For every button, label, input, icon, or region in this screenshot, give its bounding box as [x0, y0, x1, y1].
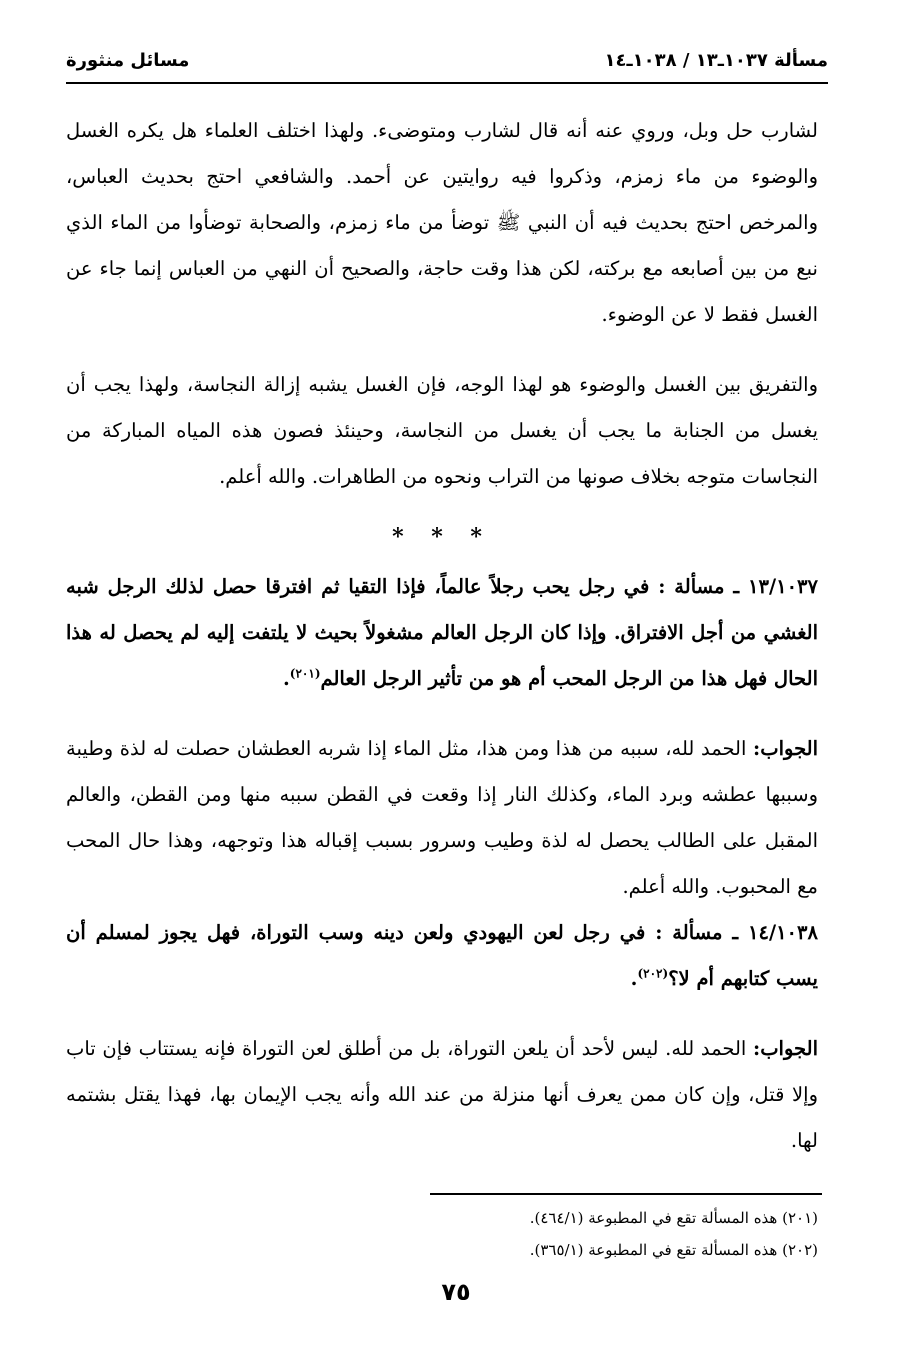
paragraph-gap — [66, 1002, 818, 1026]
question-2-text: في رجل لعن اليهودي ولعن دينه وسب التوراة، فهل يجوز لمسلم أن يسب كتابهم أم لا؟ — [66, 921, 818, 990]
question-1-label: ١٣/١٠٣٧ ـ مسألة : — [658, 575, 818, 598]
header-rule — [66, 82, 828, 84]
footnote-ref-202[interactable]: (٢٠٢) — [637, 966, 669, 981]
paragraph-1: لشارب حل وبل، وروي عنه أنه قال لشارب ومتوضىء. ولهذا اختلف العلماء هل يكره الغسل والوضوء من ماء زمزم، وذكروا فيه روايتين عن أحمد. والشافعي احتج بحديث العباس، والمرخص احتج بحديث فيه أن النبي ﷺ توضأ من ماء زمزم، والصحابة توضأوا من الماء الذي نبع من بين أصابعه مع بركته، لكن هذا وقت حاجة، والصحيح أن النهي من العباس إنما جاء عن الغسل فقط لا عن الوضوء. — [66, 119, 818, 326]
section-separator: * * * — [392, 524, 492, 550]
paragraph-gap — [66, 702, 818, 726]
question-1-text: في رجل يحب رجلاً عالماً، فإذا التقيا ثم افترقا حصل لذلك الرجل شبه الغشي من أجل الافتراق. وإذا كان الرجل العالم مشغولاً بحيث لا يلتفت إليه لم يحصل له هذا الحال فهل هذا من الرجل المحب أم هو من تأثير الرجل العالم — [66, 575, 818, 690]
answer-1-label: الجواب: — [753, 737, 819, 760]
question-2-label: ١٤/١٠٣٨ ـ مسألة : — [655, 921, 818, 944]
answer-2-label: الجواب: — [753, 1037, 818, 1060]
footnote-rule — [430, 1193, 822, 1195]
question-2 — [66, 910, 818, 1002]
header-section-ref: مسألة ١٠٣٧ـ١٣ / ١٠٣٨ـ١٤ — [604, 49, 828, 71]
page-body — [66, 108, 818, 1164]
footnote-201: (٢٠١) هذه المسألة تقع في المطبوعة (٤٦٤/١). — [529, 1209, 818, 1227]
answer-1 — [66, 726, 818, 910]
answer-1-text: الحمد لله، سببه من هذا ومن هذا، مثل الماء إذا شربه العطشان حصلت له لذة وطيبة وسببها عطشه وبرد الماء، وكذلك النار إذا وقعت في القطن سببه منها ومن القطن، والعالم المقبل على الطالب يحصل له لذة وطيب وسرور بسبب إقباله هذا وتوجهه، وهذا حال المحب مع المحبوب. والله أعلم. — [66, 737, 818, 898]
footnote-202: (٢٠٢) هذه المسألة تقع في المطبوعة (٣٦٥/١). — [529, 1241, 818, 1259]
footnote-ref-201[interactable]: (٢٠١) — [289, 666, 321, 681]
question-2-end: . — [630, 967, 638, 990]
answer-2-text: الحمد لله. ليس لأحد أن يلعن التوراة، بل من أطلق لعن التوراة فإنه يستتاب فإن تاب وإلا قتل، وإن كان ممن يعرف أنها منزلة من عند الله وأنه يجب الإيمان بها، فهذا يقتل بشتمه لها. — [66, 1037, 818, 1152]
paragraph-2: والتفريق بين الغسل والوضوء هو لهذا الوجه، فإن الغسل يشبه إزالة النجاسة، ولهذا يجب أن يغسل من الجنابة ما يجب أن يغسل من النجاسة، وحينئذ فصون هذه المياه المباركة من النجاسات متوجه بخلاف صونها من التراب ونحوه من الطاهرات. والله أعلم. — [66, 373, 818, 488]
footnotes — [66, 1202, 818, 1266]
paragraph-gap — [66, 338, 818, 362]
question-1 — [66, 564, 818, 702]
header-chapter-title: مسائل منثورة — [66, 49, 190, 71]
question-1-end: . — [282, 667, 290, 690]
answer-2 — [66, 1026, 818, 1164]
running-header — [66, 42, 828, 78]
page-number: ٧٥ — [441, 1278, 471, 1306]
